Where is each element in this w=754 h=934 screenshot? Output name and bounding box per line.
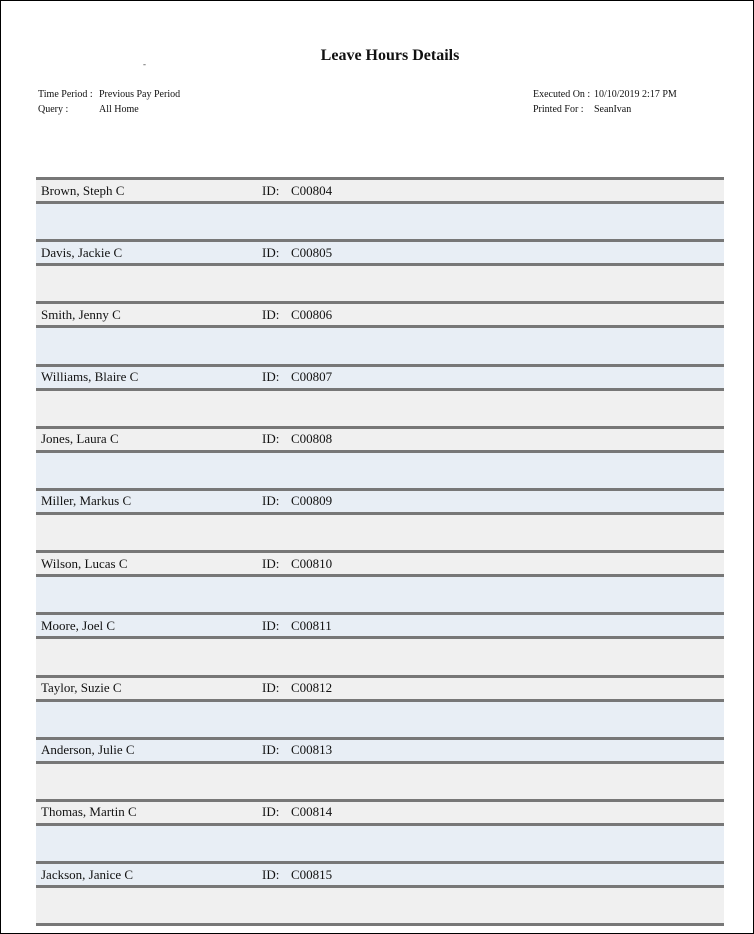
employee-detail-row — [36, 761, 724, 799]
employee-id-label: ID: — [262, 742, 280, 758]
employee-name: Jackson, Janice C — [41, 866, 134, 882]
employee-id-label: ID: — [262, 431, 280, 447]
report-title: Leave Hours Details — [320, 47, 460, 64]
employee-header-row — [36, 550, 724, 574]
employee-header-row — [36, 301, 724, 325]
employee-id-label: ID: — [262, 369, 280, 385]
employee-name: Davis, Jackie C — [41, 244, 123, 260]
report-meta-left — [38, 87, 180, 117]
employee-id-label: ID: — [262, 866, 280, 882]
employee-detail-row — [36, 636, 724, 674]
employee-id-value: C00815 — [291, 866, 333, 882]
employee-name: Smith, Jenny C — [41, 306, 121, 322]
employee-header-row — [36, 364, 724, 388]
time-period-value: Previous Pay Period — [99, 89, 181, 100]
employee-group — [36, 550, 724, 612]
employee-id-value: C00806 — [291, 306, 333, 322]
employee-id-value: C00809 — [291, 493, 333, 509]
employee-id-label: ID: — [262, 617, 280, 633]
employee-name: Taylor, Suzie C — [41, 680, 122, 695]
employee-detail-row — [36, 450, 724, 488]
employee-header-row — [36, 239, 724, 263]
employee-header-row — [36, 861, 724, 885]
query-label: Query : — [38, 104, 69, 115]
employee-name: Jones, Laura C — [41, 431, 119, 447]
employee-name: Brown, Steph C — [41, 182, 125, 198]
employee-name: Wilson, Lucas C — [41, 555, 128, 571]
employee-header-row — [36, 426, 724, 450]
executed-on-label: Executed On : — [533, 89, 591, 100]
employee-group — [36, 675, 724, 737]
employee-id-label: ID: — [262, 804, 280, 820]
employee-group — [36, 177, 724, 239]
employee-id-label: ID: — [262, 555, 280, 571]
employee-id-value: C00810 — [291, 555, 333, 571]
employee-detail-row — [36, 574, 724, 612]
list-bottom-rule — [36, 923, 724, 926]
employee-header-row — [36, 675, 724, 699]
employee-id-value: C00804 — [291, 182, 333, 198]
employee-group — [36, 799, 724, 861]
employee-detail-row — [36, 512, 724, 550]
employee-group — [36, 301, 724, 363]
report-meta-right — [533, 87, 677, 117]
employee-detail-row — [36, 699, 724, 737]
employee-detail-row — [36, 201, 724, 239]
employee-name: Williams, Blaire C — [41, 369, 139, 385]
employee-id-value: C00813 — [291, 742, 333, 758]
employee-group — [36, 737, 724, 799]
employee-detail-row — [36, 325, 724, 363]
time-period-label: Time Period : — [38, 89, 93, 100]
printed-for-label: Printed For : — [533, 104, 584, 115]
report-subtitle-mark: - — [143, 59, 146, 69]
employee-id-value: C00812 — [291, 680, 333, 695]
employee-header-row — [36, 737, 724, 761]
employee-detail-row — [36, 823, 724, 861]
employee-name: Thomas, Martin C — [41, 804, 137, 820]
employee-group — [36, 861, 724, 923]
employee-id-label: ID: — [262, 182, 280, 198]
employee-id-value: C00807 — [291, 369, 333, 385]
employee-header-row — [36, 612, 724, 636]
employee-group — [36, 364, 724, 426]
employee-detail-row — [36, 885, 724, 923]
employee-list — [36, 177, 724, 926]
employee-id-value: C00808 — [291, 431, 333, 447]
employee-id-value: C00811 — [291, 617, 332, 633]
executed-on-value: 10/10/2019 2:17 PM — [594, 89, 677, 100]
employee-name: Moore, Joel C — [41, 617, 116, 633]
employee-detail-row — [36, 388, 724, 426]
employee-id-label: ID: — [262, 493, 280, 509]
employee-id-value: C00805 — [291, 244, 333, 260]
employee-id-label: ID: — [262, 306, 280, 322]
employee-id-value: C00814 — [291, 804, 333, 820]
employee-name: Miller, Markus C — [41, 493, 132, 509]
employee-group — [36, 488, 724, 550]
query-value: All Home — [99, 104, 139, 115]
employee-header-row — [36, 177, 724, 201]
employee-group — [36, 426, 724, 488]
employee-group — [36, 239, 724, 301]
employee-header-row — [36, 799, 724, 823]
employee-header-row — [36, 488, 724, 512]
employee-group — [36, 612, 724, 674]
employee-detail-row — [36, 263, 724, 301]
printed-for-value: SeanIvan — [594, 104, 632, 115]
employee-id-label: ID: — [262, 244, 280, 260]
employee-name: Anderson, Julie C — [41, 742, 135, 758]
employee-id-label: ID: — [262, 680, 280, 695]
